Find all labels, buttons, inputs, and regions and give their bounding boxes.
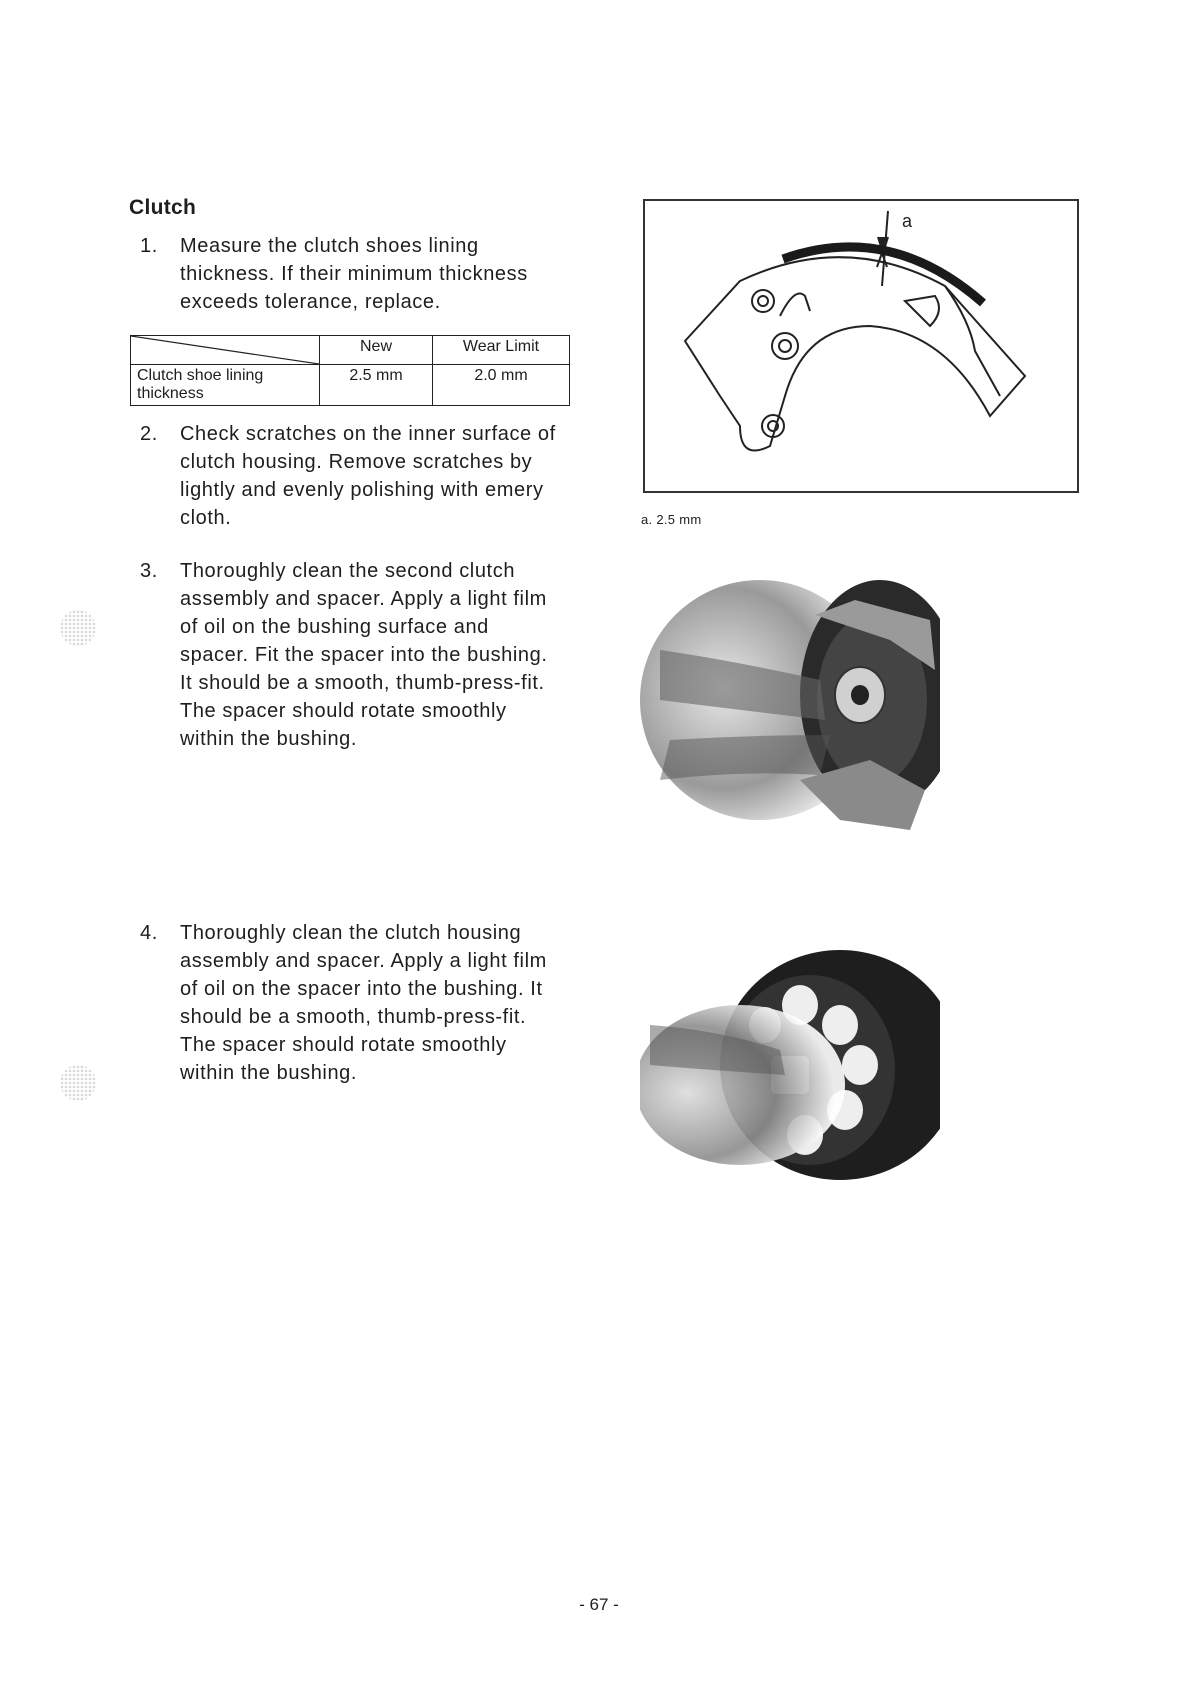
table-value-new: 2.5 mm xyxy=(320,365,433,406)
page-number: - 67 - xyxy=(579,1595,619,1614)
step-line: of oil on the bushing surface and xyxy=(180,616,489,638)
scan-artifact xyxy=(60,610,96,646)
second-clutch-photo xyxy=(640,560,940,850)
step-2 xyxy=(140,420,570,532)
clutch-shoe-diagram xyxy=(643,199,1079,493)
clutch-housing-photo xyxy=(640,935,940,1205)
step-line: Check scratches on the inner surface of xyxy=(180,423,556,445)
step-number: 4. xyxy=(140,922,158,944)
step-line: assembly and spacer. Apply a light film xyxy=(180,950,547,972)
step-line: assembly and spacer. Apply a light film xyxy=(180,588,547,610)
step-line: should be a smooth, thumb-press-fit. xyxy=(180,1006,527,1028)
step-line: The spacer should rotate smoothly xyxy=(180,1034,507,1056)
step-line: Thoroughly clean the clutch housing xyxy=(180,922,522,944)
clutch-shoe-illustration xyxy=(645,201,1077,491)
spec-table xyxy=(130,335,570,406)
step-line: Measure the clutch shoes lining xyxy=(180,235,479,257)
section-title: Clutch xyxy=(129,196,197,219)
scan-artifact xyxy=(60,1065,96,1101)
step-line: within the bushing. xyxy=(180,1062,358,1084)
step-4 xyxy=(140,919,570,1087)
figure-caption: a. 2.5 mm xyxy=(641,512,702,527)
step-line: It should be a smooth, thumb-press-fit. xyxy=(180,672,545,694)
step-number: 1. xyxy=(140,235,158,257)
table-header-wear-limit: Wear Limit xyxy=(433,336,570,365)
step-line: cloth. xyxy=(180,507,232,529)
step-number: 2. xyxy=(140,423,158,445)
step-number: 3. xyxy=(140,560,158,582)
step-line: exceeds tolerance, replace. xyxy=(180,291,441,313)
table-corner-cell xyxy=(131,336,320,365)
step-line: clutch housing. Remove scratches by xyxy=(180,451,533,473)
step-line: within the bushing. xyxy=(180,728,358,750)
table-value-wear-limit: 2.0 mm xyxy=(433,365,570,406)
step-3 xyxy=(140,557,570,753)
step-line: spacer. Fit the spacer into the bushing. xyxy=(180,644,548,666)
step-1 xyxy=(140,232,570,316)
callout-label: a xyxy=(902,211,913,231)
step-line: lightly and evenly polishing with emery xyxy=(180,479,544,501)
step-line: The spacer should rotate smoothly xyxy=(180,700,507,722)
step-line: thickness. If their minimum thickness xyxy=(180,263,528,285)
table-header-new: New xyxy=(320,336,433,365)
step-line: Thoroughly clean the second clutch xyxy=(180,560,516,582)
step-line: of oil on the spacer into the bushing. It xyxy=(180,978,543,1000)
table-row-label: Clutch shoe lining thickness xyxy=(131,365,320,406)
